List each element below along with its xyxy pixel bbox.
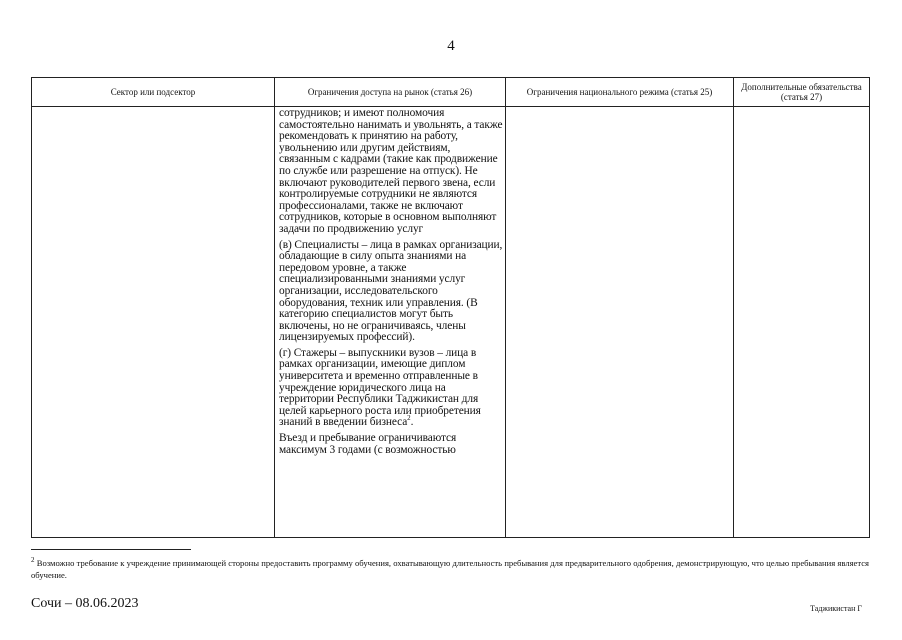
header-national-treatment: Ограничения национального режима (статья 25) — [506, 78, 734, 107]
cell-sector — [32, 107, 275, 538]
footnote — [31, 557, 869, 581]
cell-national-treatment — [506, 107, 734, 538]
footnote-text: Возможно требование к учреждение принимающей стороны предоставить программу обучения, охватывающую длительность пребывания для предварительного одобрения, демонстрирующую, что целью пребывания является обучение. — [31, 558, 869, 580]
market-access-paragraph: (в) Специалисты – лица в рамках организации, обладающие в силу опыта знаниями на передовом уровне, а также специализированными знаниями услуг организации, исследовательского оборудования, техник или управления. (В категорию специалистов могут быть включены, но не ограничиваясь, члены лицензируемых профессий). — [279, 238, 503, 344]
footnote-number: 2 — [31, 556, 35, 565]
table-row — [32, 107, 870, 538]
table-header-row — [32, 78, 870, 107]
cell-additional-commitments — [734, 107, 870, 538]
header-additional-commitments: Дополнительные обязательства (статья 27) — [734, 78, 870, 107]
footnote-divider — [31, 549, 191, 550]
footer-date: Сочи – 08.06.2023 — [31, 596, 139, 611]
header-sector: Сектор или подсектор — [32, 78, 275, 107]
market-access-paragraph: (г) Стажеры – выпускники вузов – лица в рамках организации, имеющие диплом университета и временно отправленные в учреждение юридического лица на территории Республики Таджикистан для целей карьерного роста или приобретения знаний в введении бизнеса$^2$. — [279, 346, 481, 429]
header-market-access: Ограничения доступа на рынок (статья 26) — [275, 78, 506, 107]
market-access-paragraph: сотрудников; и имеют полномочия самостоятельно нанимать и увольнять, а также рекомендовать к принятию на работу, увольнению или другим действиям, связанным с кадрами (такие как продвижение по службе или разрешение на отпуск). Не включают руководителей первого звена, если контролируемые сотрудники не являются профессионалами, также не включают сотрудников, которые в основном выполняют задачи по продвижению услуг — [279, 107, 503, 235]
page-number: 4 — [447, 38, 455, 54]
market-access-text: (г) Стажеры – выпускники вузов – лица в рамках организации, имеющие диплом университета и временно отправленные в учреждение юридического лица на территории Республики Таджикистан для целей карьерного роста или приобретения знаний в введении бизнеса — [279, 346, 481, 429]
commitments-table — [31, 77, 870, 538]
footnote-marker: 2 — [407, 414, 411, 423]
cell-market-access — [275, 107, 506, 538]
market-access-paragraph: Въезд и пребывание ограничиваются максимум 3 годами (с возможностью — [279, 432, 457, 456]
footer-country: Таджикистан Г — [810, 604, 862, 613]
